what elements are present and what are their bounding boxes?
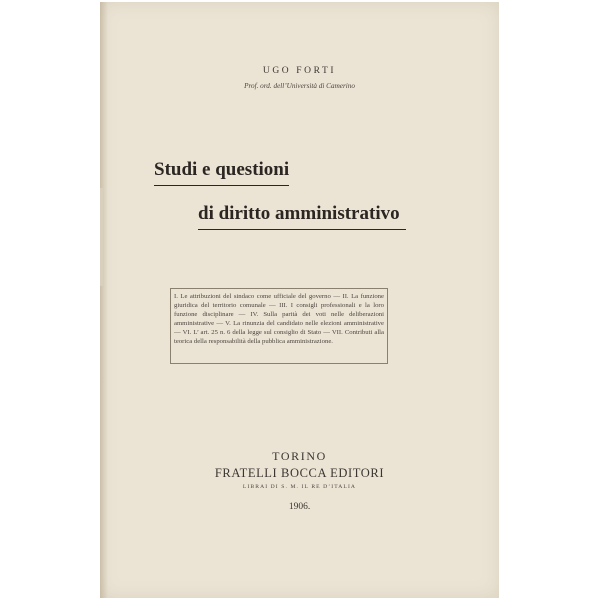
imprint-publisher: FRATELLI BOCCA EDITORI	[214, 466, 385, 480]
author-affiliation: Prof. ord. dell’Università di Camerino	[244, 82, 355, 90]
contents-box	[170, 288, 388, 364]
title-line-1: Studi e questioni	[154, 159, 289, 186]
contents-text: I. Le attribuzioni del sindaco come ufficiale del governo — II. La funzione giuridica del territorio comunale — III. I consigli professionali e la loro funzione disciplinare — IV. Sulla parità dei voti nelle deliberazioni amministrative — V. La rinunzia del candidato nelle elezioni amministrative — VI. L’ art. 25 n. 6 della legge sul consiglio di Stato — VII. Contributi alla teorica della responsabilità della pubblica amministrazione.	[174, 293, 384, 345]
imprint-publisher-note: LIBRAI DI S. M. IL RE D’ITALIA	[242, 484, 357, 490]
title-line-2: di diritto amministrativo	[198, 203, 406, 230]
book-title-page	[100, 2, 499, 598]
page-edge-mark	[100, 188, 103, 286]
imprint-year: 1906.	[288, 502, 311, 512]
author-name: UGO FORTI	[262, 66, 337, 76]
imprint-city: TORINO	[272, 449, 327, 463]
